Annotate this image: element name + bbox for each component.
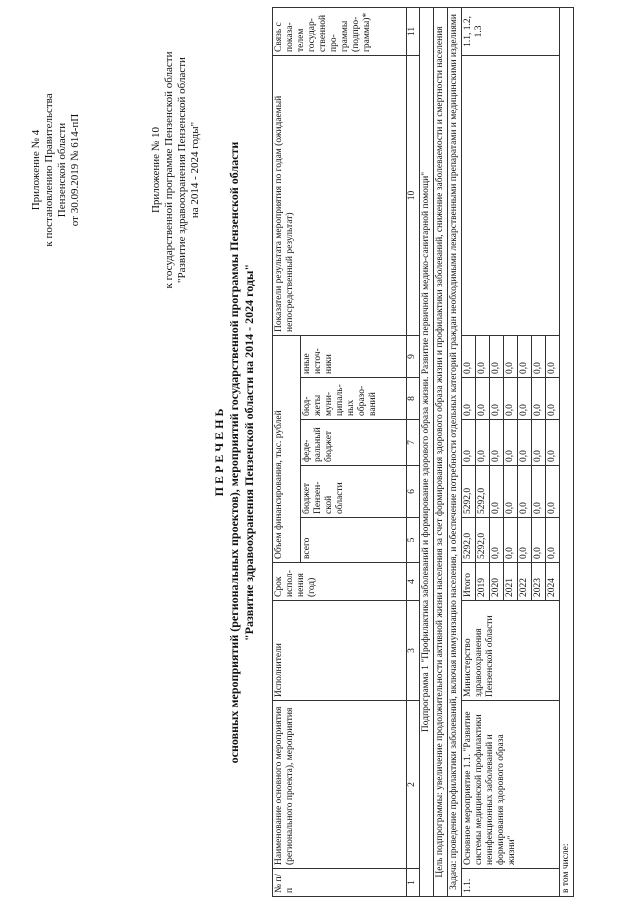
column-number: 10 [407, 55, 420, 335]
other-cell: 0,0 [518, 335, 532, 377]
column-number: 5 [407, 518, 420, 563]
total-cell: 0,0 [490, 518, 504, 563]
municipal-cell: 0,0 [490, 378, 504, 420]
header-executor: Исполнители [273, 601, 407, 701]
column-number: 9 [407, 335, 420, 377]
header-other-sources: иные источ-ники [301, 335, 407, 377]
header-name: Наименование основного мероприятия (регионального проекта), мероприятия [273, 701, 407, 869]
header-term: Срок испол-нения (год) [273, 563, 407, 601]
municipal-cell: 0,0 [532, 378, 546, 420]
year-cell: 2020 [490, 563, 504, 601]
column-number: 8 [407, 378, 420, 420]
year-cell: 2022 [518, 563, 532, 601]
total-cell: 0,0 [532, 518, 546, 563]
column-number: 11 [407, 7, 420, 55]
municipal-cell: 0,0 [504, 378, 518, 420]
other-cell: 0,0 [476, 335, 490, 377]
activity-executor: Министерство здравоохранения Пензенской области [462, 601, 560, 701]
federal-cell: 0,0 [490, 420, 504, 466]
header-regional-budget: бюджет Пензен-ской области [301, 466, 407, 518]
table-footer-note: в том числе: [560, 7, 574, 896]
regional-cell: 0,0 [490, 466, 504, 518]
other-cell: 0,0 [462, 335, 476, 377]
approval-line: "Развитие здравоохранения Пензенской области [176, 57, 188, 283]
year-cell: 2019 [476, 563, 490, 601]
federal-cell: 0,0 [476, 420, 490, 466]
column-number: 4 [407, 563, 420, 601]
column-number: 3 [407, 601, 420, 701]
document-title [212, 0, 257, 905]
regional-cell: 5292,0 [462, 466, 476, 518]
year-cell: 2021 [504, 563, 518, 601]
approval-line: Приложение № 4 [30, 129, 42, 211]
total-cell: 0,0 [504, 518, 518, 563]
regional-cell: 5292,0 [476, 466, 490, 518]
federal-cell: 0,0 [504, 420, 518, 466]
year-cell: Итого [462, 563, 476, 601]
activity-row [462, 7, 476, 896]
year-cell: 2023 [532, 563, 546, 601]
activities-table [272, 7, 574, 897]
approval-block-resolution [30, 20, 82, 320]
approval-line: Пензенской области [56, 122, 68, 218]
header-num: № п/п [273, 869, 407, 897]
approval-block-program [150, 20, 202, 320]
municipal-cell: 0,0 [462, 378, 476, 420]
indicators-cell [462, 55, 560, 335]
total-cell: 5292,0 [462, 518, 476, 563]
column-number-row [407, 7, 420, 896]
total-cell: 5292,0 [476, 518, 490, 563]
federal-cell: 0,0 [462, 420, 476, 466]
regional-cell: 0,0 [532, 466, 546, 518]
header-link: Связь с показа-телем государ-ственной про-граммы (подпро-граммы)* [273, 7, 407, 55]
municipal-cell: 0,0 [476, 378, 490, 420]
subprogram-title: Подпрограмма 1 "Профилактика заболеваний и формирование здорового образа жизни. Развитие первичной медико-санитарной помощи" [420, 7, 434, 896]
municipal-cell: 0,0 [518, 378, 532, 420]
column-number: 2 [407, 701, 420, 869]
header-federal-budget: феде-ральный бюджет [301, 420, 407, 466]
activity-name: Основное мероприятие 1.1. "Развитие системы медицинской профилактики неинфекционных заболеваний и формирования здорового образа жизни" [462, 701, 560, 869]
regional-cell: 0,0 [518, 466, 532, 518]
federal-cell: 0,0 [532, 420, 546, 466]
link-cell: 1.1, 1.2, 1.3 [462, 7, 560, 55]
federal-cell: 0,0 [518, 420, 532, 466]
column-number: 6 [407, 466, 420, 518]
approval-line: к постановлению Правительства [43, 93, 55, 247]
regional-cell: 0,0 [546, 466, 560, 518]
column-number: 7 [407, 420, 420, 466]
title-heading: П Е Р Е Ч Е Н Ь [212, 408, 226, 497]
federal-cell: 0,0 [546, 420, 560, 466]
approval-line: к государственной программе Пензенской области [163, 51, 175, 289]
other-cell: 0,0 [546, 335, 560, 377]
header-indicators: Показатели результата мероприятия по годам (ожидаемый непосредственный результат) [273, 55, 407, 335]
year-cell: 2024 [546, 563, 560, 601]
subprogram-goal: Цель подпрограммы: увеличение продолжительности активной жизни населения за счет формирования здорового образа жизни и профилактики заболеваний, снижение заболеваемости и смертности населения [434, 7, 448, 896]
municipal-cell: 0,0 [546, 378, 560, 420]
regional-cell: 0,0 [504, 466, 518, 518]
header-funding: Объем финансирования, тыс. рублей [273, 335, 301, 562]
title-line: "Развитие здравоохранения Пензенской области на 2014 - 2024 годы" [242, 263, 256, 642]
total-cell: 0,0 [518, 518, 532, 563]
subprogram-task: Задача: проведение профилактики заболеваний, включая иммунизацию населения, и обеспечение потребности отдельных категорий граждан необходимыми лекарственными препаратами и медицинскими изделиями [448, 7, 462, 896]
title-line: основных мероприятий (региональных проектов), мероприятий государственной программы Пензенской области [227, 141, 241, 764]
activity-num: 1.1. [462, 869, 560, 897]
approval-line: Приложение № 10 [150, 126, 162, 214]
approval-line: на 2014 - 2024 годы" [189, 121, 201, 219]
header-total: всего [301, 518, 407, 563]
total-cell: 0,0 [546, 518, 560, 563]
header-municipal-budget: бюд-жеты муни-ципаль-ных образо-ваний [301, 378, 407, 420]
column-number: 1 [407, 869, 420, 897]
other-cell: 0,0 [490, 335, 504, 377]
other-cell: 0,0 [504, 335, 518, 377]
approval-line: от 30.09.2019 № 614-пП [69, 113, 81, 227]
other-cell: 0,0 [532, 335, 546, 377]
